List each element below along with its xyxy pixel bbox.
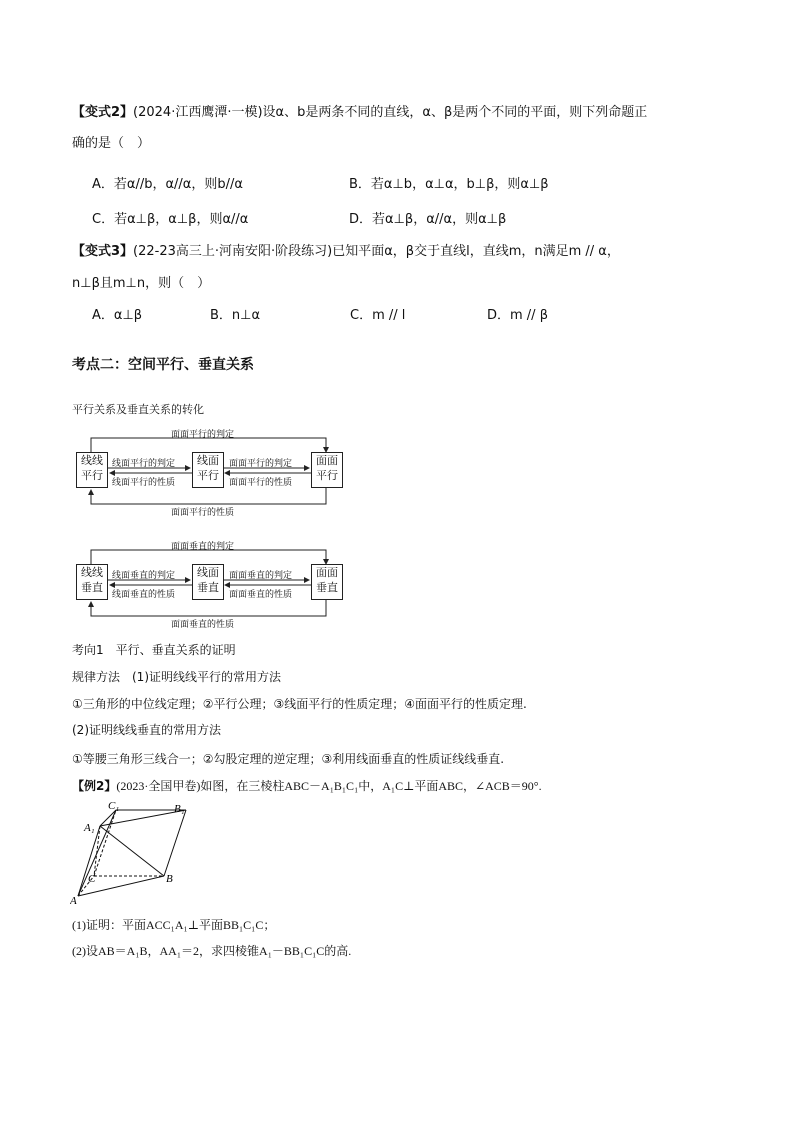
flow-perp-a12-prop: 线面垂直的性质 xyxy=(112,590,176,600)
variant2-stem: 设α、b是两条不同的直线，α、β是两个不同的平面，则下列命题正 xyxy=(262,105,648,120)
label-c1: C₁ xyxy=(108,800,120,812)
flow-perp-a23-judge: 面面垂直的判定 xyxy=(229,571,293,581)
flow-perp-box-plane-plane: 面面 垂直 xyxy=(311,564,343,600)
flow-perp-a12-judge: 线面垂直的判定 xyxy=(112,571,176,581)
flow-perp-box-line-line: 线线 垂直 xyxy=(76,564,108,600)
diagram-caption: 平行关系及垂直关系的转化 xyxy=(72,403,204,416)
method-title: 规律方法 (1)证明线线平行的常用方法 xyxy=(72,670,281,684)
label-c: C xyxy=(88,873,96,885)
label-b: B xyxy=(166,873,173,885)
variant2-option-a[interactable]: A．若α//b，α//α，则b//α xyxy=(92,177,243,192)
method-perp-list: ①等腰三角形三线合一；②勾股定理的逆定理；③利用线面垂直的性质证线线垂直. xyxy=(72,752,505,766)
edge-b-b1 xyxy=(164,810,186,876)
edge-a1-b xyxy=(100,826,164,876)
flow-perp-box-line-plane: 线面 垂直 xyxy=(192,564,224,600)
label-a: A xyxy=(70,895,77,907)
kaoxiang-heading: 考向1 平行、垂直关系的证明 xyxy=(72,643,236,657)
variant3-prefix: 【变式3】 xyxy=(72,244,134,259)
flow-parallel-top-label: 面面平行的判定 xyxy=(171,430,235,440)
flow-parallel-a12-judge: 线面平行的判定 xyxy=(112,459,176,469)
flow-parallel-a23-judge: 面面平行的判定 xyxy=(229,459,293,469)
section-title: 考点二：空间平行、垂直关系 xyxy=(72,357,254,373)
example2-question-2: (2)设AB＝A₁B，AA₁＝2，求四棱锥A₁－BB₁C₁C的高. xyxy=(72,944,352,958)
flow-parallel-box-line-line: 线线 平行 xyxy=(76,452,108,488)
flow-perp-a23-prop: 面面垂直的性质 xyxy=(229,590,293,600)
edge-a-a1 xyxy=(78,826,100,896)
variant3-stem-line2: n⊥β且m⊥n，则（ ） xyxy=(72,276,211,291)
example2-question-1: (1)证明：平面ACC₁A₁⊥平面BB₁C₁C； xyxy=(72,918,276,932)
method2-title: (2)证明线线垂直的常用方法 xyxy=(72,723,221,737)
label-b1: B₁ xyxy=(174,803,185,815)
edge-a1-c-hidden xyxy=(94,826,100,876)
variant2-source: (2024·江西鹰潭·一模) xyxy=(133,105,263,120)
label-a1: A₁ xyxy=(84,822,95,834)
variant3-source: (22-23高三上·河南安阳·阶段练习) xyxy=(133,244,333,259)
variant3-option-d[interactable]: D．m // β xyxy=(487,308,548,323)
variant2-stem-line2: 确的是（ ） xyxy=(72,136,151,151)
variant3-option-b[interactable]: B．n⊥α xyxy=(210,308,261,323)
variant3-stem-line1 xyxy=(72,240,620,259)
method-parallel-list: ①三角形的中位线定理；②平行公理；③线面平行的性质定理；④面面平行的性质定理. xyxy=(72,697,527,711)
flow-parallel-box-plane-plane: 面面 平行 xyxy=(311,452,343,488)
variant2-option-b[interactable]: B．若α⊥b，α⊥α，b⊥β，则α⊥β xyxy=(349,177,549,192)
prism-figure xyxy=(70,800,200,910)
variant3-option-c[interactable]: C．m // l xyxy=(350,308,406,323)
variant3-stem: 已知平面α，β交于直线l，直线m，n满足m // α， xyxy=(332,244,620,259)
variant3-option-a[interactable]: A．α⊥β xyxy=(92,308,143,323)
variant2-option-c[interactable]: C．若α⊥β，α⊥β，则α//α xyxy=(92,212,249,227)
edge-c-c1-hidden xyxy=(94,810,116,876)
flow-parallel-bottom-label: 面面平行的性质 xyxy=(171,508,235,518)
variant2-prefix: 【变式2】 xyxy=(72,105,134,120)
variant2-stem-line1 xyxy=(72,101,647,120)
variant2-option-d[interactable]: D．若α⊥β，α//α，则α⊥β xyxy=(349,212,507,227)
flow-diagram-parallel xyxy=(76,424,346,518)
example2-text: (2023·全国甲卷)如图，在三棱柱ABC－A₁B₁C₁中，A₁C⊥平面ABC，∠ACB＝90°. xyxy=(116,779,542,793)
flow-perp-bottom-label: 面面垂直的性质 xyxy=(171,620,235,630)
flow-parallel-a23-prop: 面面平行的性质 xyxy=(229,478,293,488)
flow-perp-top-label: 面面垂直的判定 xyxy=(171,542,235,552)
flow-parallel-a12-prop: 线面平行的性质 xyxy=(112,478,176,488)
flow-diagram-perpendicular xyxy=(76,536,346,630)
example2-prefix: 【例2】 xyxy=(72,779,117,793)
example2-stem xyxy=(72,777,542,794)
flow-parallel-box-line-plane: 线面 平行 xyxy=(192,452,224,488)
